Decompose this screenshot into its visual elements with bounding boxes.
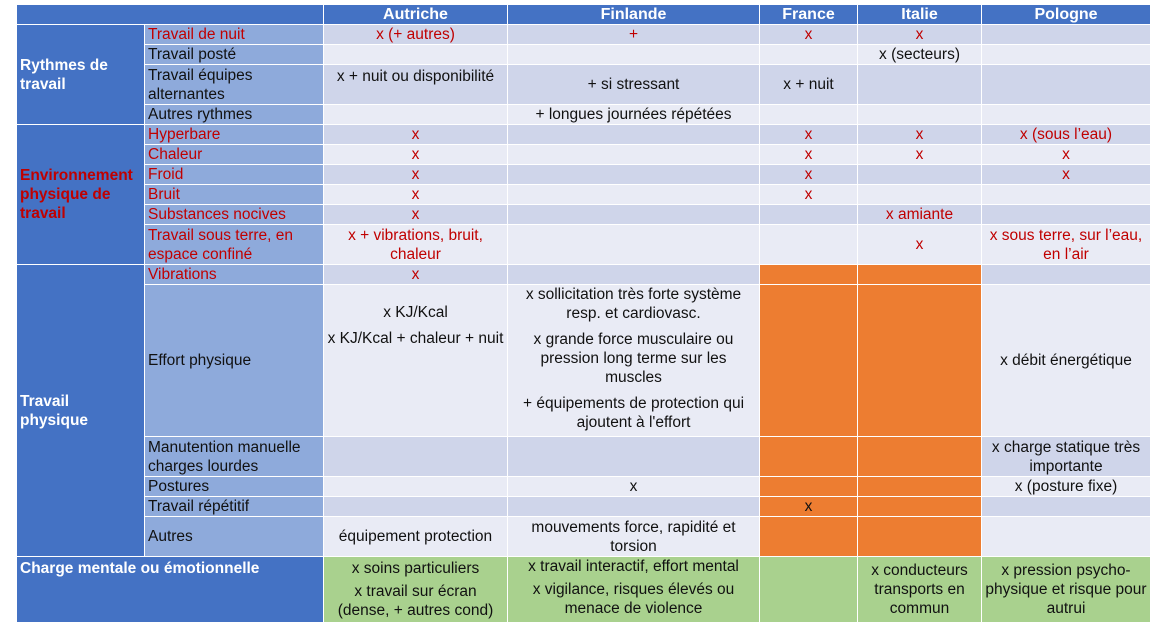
table-row <box>17 477 1150 497</box>
cell-line: x KJ/Kcal <box>383 304 448 321</box>
cell-line: x grande force musculaire ou pression long terme sur les muscles <box>533 331 734 386</box>
highlight-cell <box>760 477 858 497</box>
row-label: Travail répétitif <box>145 497 324 517</box>
highlight-cell <box>760 265 858 285</box>
cell: x charge statique très importante <box>982 437 1150 477</box>
table-row <box>17 437 1150 477</box>
highlight-cell <box>760 517 858 557</box>
group-physique: Travail physique <box>17 265 145 557</box>
cell: x <box>858 225 982 265</box>
cell: équipement protection <box>324 517 508 557</box>
cell-line: + équipements de protection qui ajoutent à l'effort <box>522 395 745 431</box>
cell <box>324 477 508 497</box>
highlight-cell <box>858 497 982 517</box>
cell <box>324 497 508 517</box>
cell <box>508 265 760 285</box>
header-autriche: Autriche <box>324 5 508 25</box>
cell-line: x KJ/Kcal + chaleur + nuit <box>327 330 504 347</box>
cell <box>982 185 1150 205</box>
row-label: Travail sous terre, en espace confiné <box>145 225 324 265</box>
table-row <box>17 497 1150 517</box>
cell: x + vibrations, bruit, chaleur <box>324 225 508 265</box>
cell: x amiante <box>858 205 982 225</box>
cell: x <box>760 145 858 165</box>
cell: x <box>324 125 508 145</box>
header-france: France <box>760 5 858 25</box>
cell: x <box>858 125 982 145</box>
cell <box>858 165 982 185</box>
table-row <box>17 225 1150 265</box>
cell <box>508 205 760 225</box>
cell: x conducteurs transports en commun <box>858 557 982 623</box>
table-row <box>17 125 1150 145</box>
table-row <box>17 145 1150 165</box>
table-row <box>17 185 1150 205</box>
highlight-cell <box>858 517 982 557</box>
cell <box>982 25 1150 45</box>
row-label: Substances nocives <box>145 205 324 225</box>
row-label: Manutention manuelle charges lourdes <box>145 437 324 477</box>
table-row <box>17 65 1150 105</box>
cell: x <box>858 25 982 45</box>
highlight-cell <box>858 477 982 497</box>
cell: x <box>760 125 858 145</box>
highlight-cell <box>858 437 982 477</box>
row-label: Travail de nuit <box>145 25 324 45</box>
cell: x <box>324 145 508 165</box>
cell <box>760 105 858 125</box>
cell <box>982 105 1150 125</box>
cell: + si stressant <box>508 65 760 105</box>
cell <box>508 165 760 185</box>
table-row <box>17 517 1150 557</box>
highlight-cell <box>760 437 858 477</box>
cell: + longues journées répétées <box>508 105 760 125</box>
cell-line: x travail sur écran (dense, + autres cond) <box>337 583 494 619</box>
cell: x <box>324 265 508 285</box>
header-finlande: Finlande <box>508 5 760 25</box>
cell <box>508 285 760 437</box>
cell <box>760 557 858 623</box>
cell <box>760 45 858 65</box>
cell <box>324 105 508 125</box>
group-mentale: Charge mentale ou émotionnelle <box>17 557 324 623</box>
row-label: Hyperbare <box>145 125 324 145</box>
cell <box>508 437 760 477</box>
cell <box>324 437 508 477</box>
table-row <box>17 45 1150 65</box>
cell: x <box>324 165 508 185</box>
highlight-cell <box>858 285 982 437</box>
table-row <box>17 165 1150 185</box>
cell: x + nuit <box>760 65 858 105</box>
cell: x <box>858 145 982 165</box>
header-blank <box>17 5 324 25</box>
cell-line: x sollicitation très forte système resp. et cardiovasc. <box>525 286 742 322</box>
cell <box>508 557 760 623</box>
cell <box>982 517 1150 557</box>
highlight-cell <box>858 265 982 285</box>
cell-line: x soins particuliers <box>351 560 480 577</box>
cell <box>508 497 760 517</box>
cell <box>982 205 1150 225</box>
cell <box>982 265 1150 285</box>
cell: x (posture fixe) <box>982 477 1150 497</box>
cell <box>508 125 760 145</box>
cell <box>982 45 1150 65</box>
row-label: Vibrations <box>145 265 324 285</box>
cell: + <box>508 25 760 45</box>
cell <box>324 285 508 437</box>
cell: x (+ autres) <box>324 25 508 45</box>
cell: x <box>324 185 508 205</box>
row-label: Bruit <box>145 185 324 205</box>
row-label: Autres rythmes <box>145 105 324 125</box>
cell-line: x vigilance, risques élevés ou menace de violence <box>532 581 735 617</box>
row-label: Travail équipes alternantes <box>145 65 324 105</box>
group-rythmes: Rythmes de travail <box>17 25 145 125</box>
cell: x débit énergétique <box>982 285 1150 437</box>
row-label: Effort physique <box>145 285 324 437</box>
cell <box>858 185 982 205</box>
cell <box>508 225 760 265</box>
header-pologne: Pologne <box>982 5 1150 25</box>
group-environnement: Environnement physique de travail <box>17 125 145 265</box>
row-label: Froid <box>145 165 324 185</box>
cell <box>508 45 760 65</box>
cell <box>982 65 1150 105</box>
cell: x + nuit ou disponibilité <box>324 65 508 105</box>
cell: x <box>508 477 760 497</box>
cell <box>858 105 982 125</box>
highlight-cell <box>760 285 858 437</box>
cell <box>324 557 508 623</box>
cell: x <box>760 25 858 45</box>
highlight-cell: x <box>760 497 858 517</box>
row-label: Chaleur <box>145 145 324 165</box>
cell: mouvements force, rapidité et torsion <box>508 517 760 557</box>
cell: x sous terre, sur l’eau, en l’air <box>982 225 1150 265</box>
cell: x (secteurs) <box>858 45 982 65</box>
cell: x pression psycho-physique et risque pour autrui <box>982 557 1150 623</box>
cell: x <box>760 165 858 185</box>
cell <box>324 45 508 65</box>
cell: x (sous l’eau) <box>982 125 1150 145</box>
row-label: Postures <box>145 477 324 497</box>
cell <box>760 225 858 265</box>
table-row <box>17 285 1150 437</box>
header-row <box>17 5 1150 25</box>
row-label: Travail posté <box>145 45 324 65</box>
cell: x <box>982 165 1150 185</box>
cell-line: x travail interactif, effort mental <box>528 558 739 575</box>
table-row <box>17 25 1150 45</box>
cell <box>760 205 858 225</box>
row-label: Autres <box>145 517 324 557</box>
header-italie: Italie <box>858 5 982 25</box>
table-row <box>17 265 1150 285</box>
table-row <box>17 557 1150 623</box>
cell <box>858 65 982 105</box>
cell <box>508 145 760 165</box>
cell <box>508 185 760 205</box>
cell <box>982 497 1150 517</box>
comparison-table <box>16 4 1150 623</box>
table-row <box>17 105 1150 125</box>
cell: x <box>760 185 858 205</box>
cell: x <box>982 145 1150 165</box>
table-row <box>17 205 1150 225</box>
cell: x <box>324 205 508 225</box>
